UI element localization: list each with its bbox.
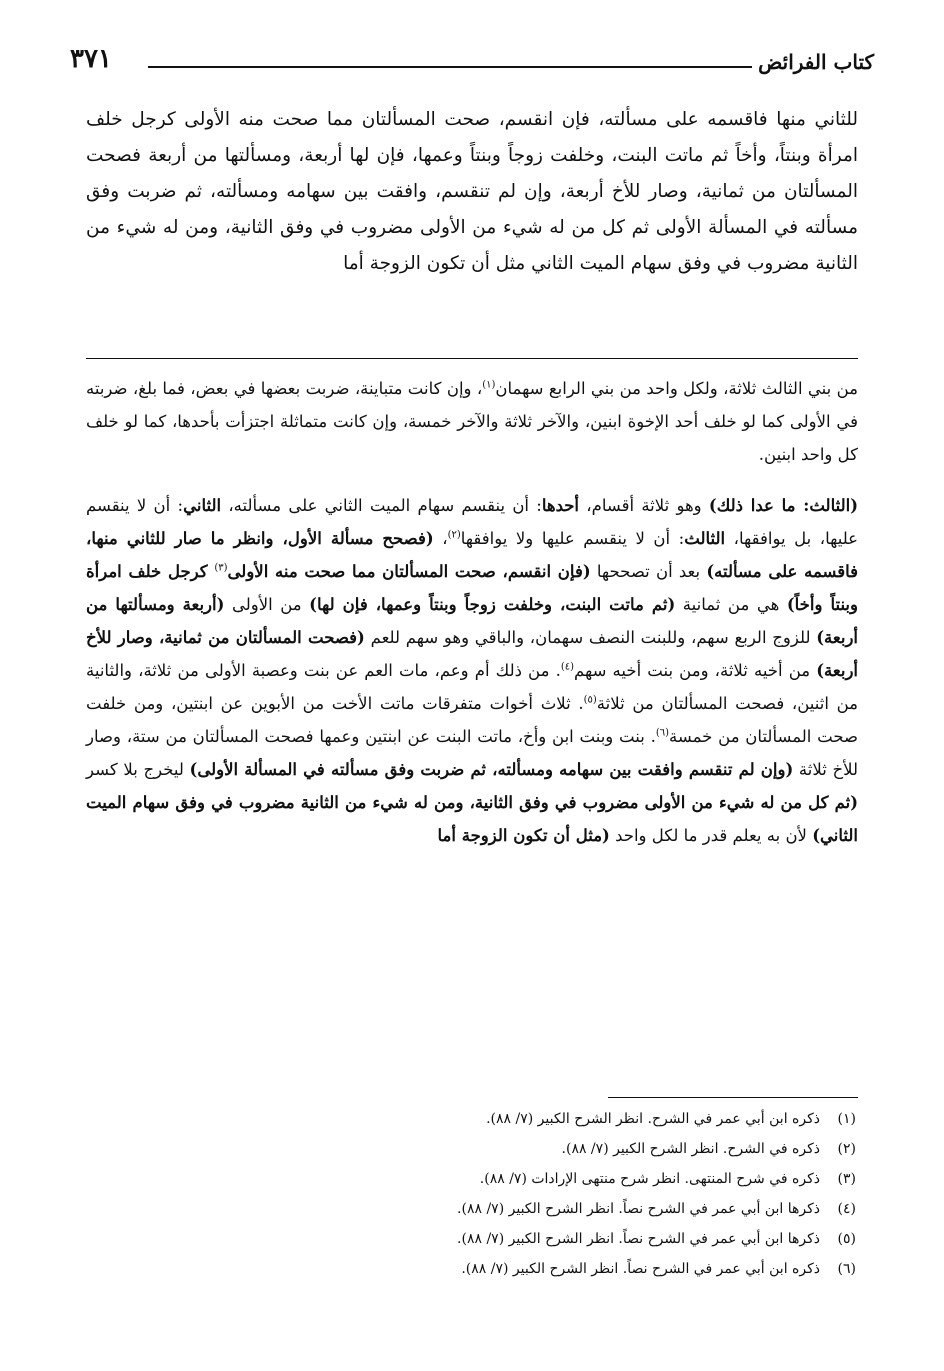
footnote-item <box>86 1224 858 1254</box>
quoted-matn: (فصحت المسألتان من ثمانية، وصار للأخ أربعة) <box>86 628 858 680</box>
footnote-number: (٣) <box>837 1171 856 1187</box>
quoted-matn: (فإن انقسم، صحت المسألتان مما صحت منه الأولى <box>227 562 591 581</box>
quoted-matn: (الثالث: ما عدا ذلك) <box>708 496 858 515</box>
footnote-text: ذكره في شرح المنتهى. انظر شرح منتهى الإرادات (٧/ ٨٨). <box>479 1171 820 1187</box>
text-run: : أن ينقسم سهام الميت الثاني على مسألته، <box>221 496 542 515</box>
footnote-marker-3[interactable]: (٣) <box>214 562 228 574</box>
quoted-matn: (ثم كل من له شيء من الأولى مضروب في وفق الثانية، ومن له شيء من الثانية مضروب في وفق سهام الميت الثاني) <box>86 793 858 845</box>
footnote-marker-5[interactable]: (٥) <box>583 694 597 706</box>
footnote-item <box>86 1134 858 1164</box>
footnote-number: (٥) <box>837 1231 856 1247</box>
text-run: من الأولى <box>224 595 310 614</box>
text-run: . بنت وبنت ابن وأخ، ماتت البنت عن ابنتين وعمها فصحت المسألتان من ستة، وصار للأخ ثلاثة <box>86 727 858 779</box>
footnote-text: ذكرها ابن أبي عمر في الشرح نصاً. انظر الشرح الكبير (٧/ ٨٨). <box>457 1201 820 1217</box>
text-run: . ثلاث أخوات متفرقات ماتت الأخت من الأبوين عن ابنتين، ومن خلفت صحت المسألتان من خمسة <box>86 694 858 746</box>
text-run: . من ذلك أم وعم، مات العم عن بنت وعصبة الأولى من ثلاثة، والثانية من اثنين، فصحت المسألتان من ثلاثة <box>86 661 859 713</box>
commentary-paragraph-2 <box>86 489 858 852</box>
footnote-item <box>86 1254 858 1284</box>
text-run: بعد أن تصححها <box>590 562 707 581</box>
footnote-item <box>86 1194 858 1224</box>
text-run: ، <box>433 529 448 548</box>
footnote-number: (٢) <box>837 1141 856 1157</box>
quoted-matn: (ثم ماتت البنت، وخلفت زوجاً وبنتاً وعمها، فإن لها) <box>309 595 676 614</box>
header-rule <box>148 66 752 68</box>
commentary-text <box>86 372 858 852</box>
footnote-number: (٤) <box>837 1201 856 1217</box>
bold-term: الثاني <box>183 496 222 515</box>
footnote-marker-4[interactable]: (٤) <box>560 661 575 673</box>
text-run: من أخيه ثلاثة، ومن بنت أخيه سهم <box>574 661 817 680</box>
footnote-item <box>86 1104 858 1134</box>
quoted-matn: (أربعة ومسألتها من أربعة) <box>86 595 858 647</box>
matn-text <box>86 102 858 282</box>
text-run: وهو ثلاثة أقسام، <box>579 496 709 515</box>
text-run: ، وإن كانت متباينة، ضربت بعضها في بعض، فما بلغ، ضربته في الأولى كما لو خلف أحد الإخوة ابنين، والآخر ثلاثة والآخر خمسة، وإن كانت متماثلة اجتزأت بأحدها، كما لو خلف كل واحد ابنين. <box>86 379 858 464</box>
text-run: : أن لا ينقسم عليها ولا يوافقها <box>460 529 685 548</box>
footnote-text: ذكرها ابن أبي عمر في الشرح نصاً. انظر الشرح الكبير (٧/ ٨٨). <box>457 1231 820 1247</box>
footnote-number: (٦) <box>837 1261 856 1277</box>
text-run: ليخرج بلا كسر <box>86 760 190 779</box>
footnote-marker-1[interactable]: (١) <box>482 379 496 391</box>
matn-paragraph: للثاني منها فاقسمه على مسألته، فإن انقسم، صحت المسألتان مما صحت منه الأولى كرجل خلف امرأة وبنتاً، وأخاً ثم ماتت البنت، وخلفت زوجاً وبنتاً وعمها، فإن لها أربعة، ومسألتها من أربعة فصحت المسألتان من ثمانية، وصار للأخ أربعة، وإن لم تنقسم، وافقت بين سهامه ومسألته، ثم ضربت وفق مسألته في المسألة الأولى ثم كل من له شيء من الأولى مضروب في وفق الثانية، ومن له شيء من الثانية مضروب في وفق سهام الميت الثاني مثل أن تكون الزوجة أما <box>86 109 858 274</box>
footnotes <box>86 1104 858 1284</box>
book-title: كتاب الفرائض <box>758 50 874 74</box>
running-header <box>70 44 874 84</box>
footnote-text: ذكره ابن أبي عمر في الشرح. انظر الشرح الكبير (٧/ ٨٨). <box>486 1111 820 1127</box>
matn-separator <box>86 358 858 359</box>
bold-term: الثالث <box>684 529 726 548</box>
footnote-item <box>86 1164 858 1194</box>
text-run: : أن لا ينقسم عليها، بل يوافقها، <box>86 496 858 548</box>
quoted-matn: (فصحح مسألة الأول، وانظر ما صار للثاني منها، فاقسمه على مسألته) <box>86 529 859 581</box>
quoted-matn: (وإن لم تنقسم وافقت بين سهامه ومسألته، ثم ضربت وفق مسألته في المسألة الأولى) <box>189 760 794 779</box>
text-run: هي من ثمانية <box>675 595 787 614</box>
bold-term: أحدها <box>541 496 580 515</box>
footnote-number: (١) <box>837 1111 856 1127</box>
commentary-paragraph-1 <box>86 372 858 471</box>
footnote-marker-6[interactable]: (٦) <box>655 727 670 739</box>
text-run: للزوج الربع سهم، وللبنت النصف سهمان، والباقي وهو سهم للعم <box>364 628 817 647</box>
quoted-matn: (مثل أن تكون الزوجة أما <box>437 826 610 845</box>
quoted-matn: كرجل خلف امرأة وبنتاً وأخاً) <box>86 562 858 614</box>
footnote-rule <box>608 1097 858 1098</box>
footnote-text: ذكره في الشرح. انظر الشرح الكبير (٧/ ٨٨). <box>561 1141 820 1157</box>
text-run: من بني الثالث ثلاثة، ولكل واحد من بني الرابع سهمان <box>495 379 858 398</box>
page-number: ٣٧١ <box>70 44 112 74</box>
footnote-marker-2[interactable]: (٢) <box>447 529 461 541</box>
footnote-text: ذكره ابن أبي عمر في الشرح نصاً. انظر الشرح الكبير (٧/ ٨٨). <box>461 1261 820 1277</box>
text-run: لأن به يعلم قدر ما لكل واحد <box>609 826 813 845</box>
